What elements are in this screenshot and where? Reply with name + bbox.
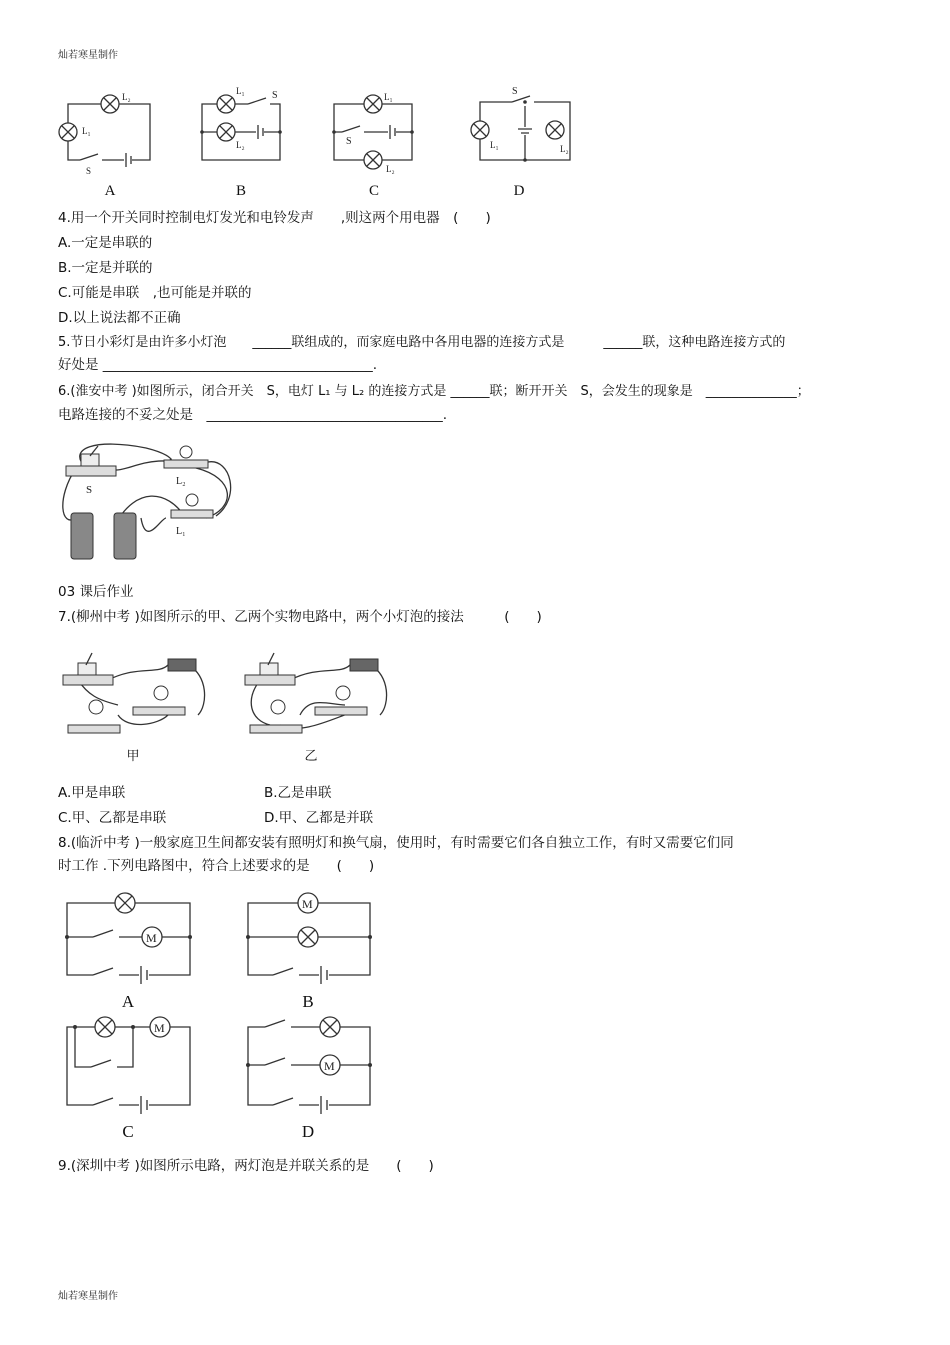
q9-stem: 9.(深圳中考 )如图所示电路，两灯泡是并联关系的是 ( ) <box>58 1158 434 1174</box>
q8-line1: 8.(临沂中考 )一般家庭卫生间都安装有照明灯和换气扇，使用时，有时需要它们各自独立工作，有时又需要它们同 <box>58 835 734 851</box>
q8-circuit-c <box>67 1017 190 1115</box>
q8-circuit-d <box>246 1017 372 1115</box>
label-l2-c: L₂ <box>386 164 395 174</box>
q6-physical-circuit-figure <box>56 438 246 578</box>
q7-option-a: A.甲是串联 <box>58 785 126 801</box>
label-s-d: S <box>512 86 518 97</box>
q8-c-motor-m: M <box>154 1021 165 1035</box>
label-l2-b: L₂ <box>236 140 245 150</box>
q6-line1: 6.(淮安中考 )如图所示，闭合开关 S，电灯 L₁ 与 L₂ 的连接方式是 ______联；断开开关 S，会发生的现象是 ______________； <box>58 384 810 399</box>
label-l1-a: L₁ <box>82 126 91 136</box>
label-l1-b: L₁ <box>236 86 245 96</box>
q3-label-d: D <box>513 183 525 199</box>
q7-label-yi: 乙 <box>304 748 318 763</box>
label-s-c: S <box>346 136 352 147</box>
q5-line2: 好处是 ________________________________________. <box>58 357 378 373</box>
label-l2-a: L₂ <box>122 92 131 102</box>
q8-label-a: A <box>121 992 135 1011</box>
q5-line1: 5.节日小彩灯是由许多小灯泡 ______联组成的，而家庭电路中各用电器的连接方式是 ______联，这种电路连接方式的 <box>58 335 786 350</box>
q6-line2: 电路连接的不妥之处是 ___________________________________. <box>58 407 448 423</box>
q7-option-c: C.甲、乙都是串联 <box>58 810 167 826</box>
q3-label-a: A <box>104 183 116 199</box>
circuit-d <box>471 86 570 162</box>
q8-label-d: D <box>301 1122 315 1141</box>
q4-option-c: C.可能是串联 ,也可能是并联的 <box>58 285 252 301</box>
q3-label-c: C <box>368 183 379 199</box>
section-title: 03 课后作业 <box>58 584 134 600</box>
q8-b-motor-m: M <box>302 897 313 911</box>
q4-option-b: B.一定是并联的 <box>58 260 153 276</box>
q7-option-b: B.乙是串联 <box>264 785 332 801</box>
q7-option-d: D.甲、乙都是并联 <box>264 810 374 826</box>
q8-circuit-figures <box>55 885 395 1145</box>
q6-label-s: S <box>86 484 93 496</box>
q6-label-l2: L₂ <box>176 476 186 487</box>
label-l1-d: L₁ <box>490 140 499 150</box>
label-s-a: S <box>86 166 92 176</box>
q8-a-motor-m: M <box>146 931 157 945</box>
label-s-b: S <box>272 90 278 101</box>
q8-label-b: B <box>302 992 314 1011</box>
q7-stem: 7.(柳州中考 )如图所示的甲、乙两个实物电路中，两个小灯泡的接法 ( ) <box>58 609 542 625</box>
q8-d-motor-m: M <box>324 1059 335 1073</box>
q6-label-l1: L₁ <box>176 526 186 537</box>
q8-circuit-b <box>246 893 372 985</box>
q4-option-a: A.一定是串联的 <box>58 235 153 251</box>
q4-stem: 4.用一个开关同时控制电灯发光和电铃发声 ,则这两个用电器 ( ) <box>58 210 491 226</box>
circuit-a <box>59 92 150 176</box>
label-l1-c: L₁ <box>384 92 393 102</box>
q4-option-d: D.以上说法都不正确 <box>58 310 181 326</box>
q8-line2: 时工作 .下列电路图中，符合上述要求的是 ( ) <box>58 858 375 874</box>
circuit-b <box>200 86 282 160</box>
q8-circuit-a <box>65 893 192 985</box>
page-footer: 灿若寒星制作 <box>58 1291 118 1302</box>
circuit-c <box>332 92 414 174</box>
q7-circuit-jia-figure <box>58 645 218 745</box>
q7-circuit-yi-figure <box>240 645 400 745</box>
q8-label-c: C <box>122 1122 134 1141</box>
q3-label-b: B <box>235 183 246 199</box>
page-header: 灿若寒星制作 <box>58 50 118 61</box>
label-l2-d: L₂ <box>560 144 569 154</box>
q7-label-jia: 甲 <box>126 748 140 763</box>
